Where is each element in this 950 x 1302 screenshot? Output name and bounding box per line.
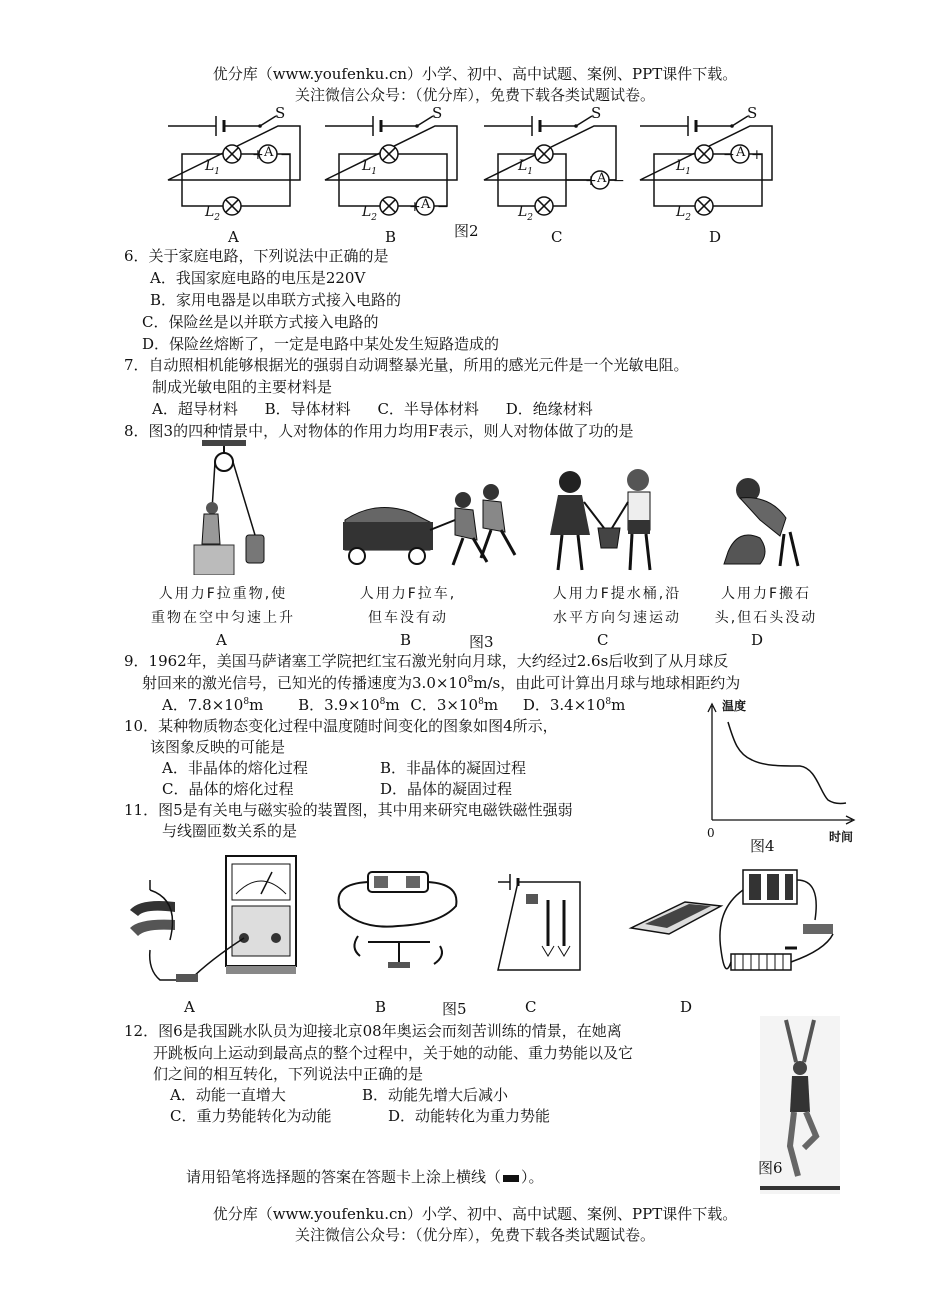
ammeter-label-a: A — [264, 145, 274, 160]
ammeter-label-d: A — [736, 145, 746, 160]
polarity-a-plus: + — [252, 147, 264, 163]
figure-3-label-a: A — [216, 631, 227, 649]
polarity-d-plus: + — [751, 147, 763, 163]
footer-line-1: 优分库（www.youfenku.cn）小学、初中、高中试题、案例、PPT课件下载。 — [212, 1205, 738, 1223]
lamp-l1-b: $L_1$ — [362, 158, 378, 177]
question-7-options — [152, 398, 593, 419]
question-12-option-b: B．动能先增大后减小 — [362, 1086, 509, 1104]
header-line-2: 关注微信公众号：（优分库），免费下载各类试题试卷。 — [294, 86, 655, 104]
figure-3-caption-b — [338, 583, 478, 627]
question-12-stem-3: 们之间的相互转化，下列说法中正确的是 — [153, 1065, 424, 1083]
figure-5-apparatus — [120, 850, 860, 1000]
circuit-c — [484, 116, 616, 215]
figure-4-title: 图4 — [750, 837, 775, 855]
question-10-option-a: A．非晶体的熔化过程 — [162, 759, 308, 777]
question-9-option-d: D．$3.4\times 10^8m$ — [522, 696, 626, 714]
switch-label-a: S — [275, 104, 286, 122]
question-12-option-d: D．动能转化为重力势能 — [388, 1107, 551, 1125]
figure-5-label-c: C — [525, 998, 537, 1016]
figure-2-title: 图2 — [454, 222, 479, 240]
question-11-stem: 11．图5是有关电与磁实验的装置图，其中用来研究电磁铁磁性强弱 — [124, 801, 573, 819]
figure-3-title: 图3 — [469, 633, 494, 651]
question-9-option-a: A．$7.8\times 10^8m$ — [162, 696, 264, 714]
switch-label-b: S — [432, 104, 443, 122]
question-7-option-c: C．半导体材料 — [377, 400, 479, 418]
scene-d-stone — [724, 478, 798, 566]
question-7-option-a: A．超导材料 — [152, 400, 238, 418]
apparatus-b — [339, 872, 457, 968]
question-9-stem-2: 射回来的激光信号，已知光的传播速度为$3.0\times 10^8m/s$，由此可计算出月球与地球相距约为 — [142, 674, 741, 692]
question-10-option-b: B．非晶体的凝固过程 — [380, 759, 527, 777]
apparatus-a — [130, 856, 296, 982]
answer-mark-icon — [503, 1175, 519, 1182]
switch-label-d: S — [747, 104, 758, 122]
question-12-stem-2: 开跳板向上运动到最高点的整个过程中，关于她的动能、重力势能以及它 — [153, 1044, 634, 1062]
question-6-stem: 6．关于家庭电路，下列说法中正确的是 — [124, 247, 389, 265]
figure-3-label-b: B — [400, 631, 412, 649]
figure-3-label-d: D — [751, 631, 764, 649]
question-7-option-d: D．绝缘材料 — [505, 400, 593, 418]
question-6-option-b: B．家用电器是以串联方式接入电路的 — [150, 291, 402, 309]
question-10-option-c: C．晶体的熔化过程 — [162, 780, 294, 798]
figure-3-caption-d — [704, 583, 828, 627]
ammeter-label-c: A — [597, 171, 607, 186]
question-6-option-a: A．我国家庭电路的电压是220V — [150, 269, 366, 287]
question-6-option-d: D．保险丝熔断了，一定是电路中某处发生短路造成的 — [142, 335, 500, 353]
question-10-stem-2: 该图象反映的可能是 — [150, 738, 286, 756]
figure-6-title: 图6 — [758, 1159, 783, 1177]
question-10-option-d: D．晶体的凝固过程 — [380, 780, 513, 798]
figure-3-caption-b-line-2: 但车没有动 — [368, 610, 448, 626]
figure-3-caption-a — [138, 583, 308, 627]
figure-2-label-a: A — [228, 228, 239, 246]
figure-4-xlabel: 时间 — [829, 830, 854, 844]
scene-c-bucket — [550, 469, 650, 570]
figure-3-caption-c-line-2: 水平方向匀速运动 — [553, 610, 681, 626]
question-8-stem: 8．图3的四种情景中，人对物体的作用力均用F表示，则人对物体做了功的是 — [124, 422, 634, 440]
question-10-stem: 10．某种物质物态变化过程中温度随时间变化的图象如图4所示， — [124, 717, 558, 735]
figure-2-label-b: B — [385, 228, 397, 246]
figure-3-caption-d-line-2: 头,但石头没动 — [714, 610, 818, 626]
figure-5-label-b: B — [375, 998, 387, 1016]
figure-5-title: 图5 — [442, 1000, 467, 1018]
instruction-pre: 请用铅笔将选择题的答案在答题卡上涂上横线（ — [186, 1168, 502, 1186]
header-line-1: 优分库（www.youfenku.cn）小学、初中、高中试题、案例、PPT课件下载。 — [212, 65, 738, 83]
lamp-l2-c: $L_2$ — [518, 204, 534, 223]
polarity-b-plus: + — [409, 199, 421, 215]
figure-2-label-c: C — [551, 228, 563, 246]
figure-3-caption-b-line-1: 人用力F拉车, — [359, 586, 457, 602]
lamp-l1-a: $L_1$ — [205, 158, 221, 177]
figure-4-ylabel: 温度 — [722, 699, 747, 713]
polarity-b-minus: − — [437, 199, 449, 215]
polarity-c-plus: + — [585, 173, 597, 189]
instruction-post: ）。 — [521, 1168, 544, 1186]
figure-4-origin: 0 — [707, 826, 715, 840]
lamp-l1-d: $L_1$ — [676, 158, 692, 177]
figure-5-label-d: D — [680, 998, 693, 1016]
question-12-option-a: A．动能一直增大 — [170, 1086, 286, 1104]
figure-3-caption-a-line-2: 重物在空中匀速上升 — [151, 610, 295, 626]
ammeter-label-b: A — [421, 197, 431, 212]
question-7-stem-2: 制成光敏电阻的主要材料是 — [152, 378, 333, 396]
question-9-stem: 9．1962年，美国马萨诸塞工学院把红宝石激光射向月球，大约经过2.6s后收到了从月球反 — [124, 652, 729, 670]
apparatus-d — [631, 870, 833, 970]
question-9-option-c: C．$3\times 10^8m$ — [410, 696, 499, 714]
circuit-d — [640, 116, 772, 215]
question-6-option-c: C．保险丝是以并联方式接入电路的 — [142, 313, 379, 331]
question-9-option-b: B．$3.9\times 10^8m$ — [298, 696, 400, 714]
scene-b-cart — [343, 484, 515, 565]
circuit-a — [168, 116, 300, 215]
footer-line-2: 关注微信公众号：（优分库），免费下载各类试题试卷。 — [294, 1226, 655, 1244]
question-7-stem: 7．自动照相机能够根据光的强弱自动调整暴光量，所用的感光元件是一个光敏电阻。 — [124, 356, 689, 374]
figure-5-label-a: A — [184, 998, 195, 1016]
question-11-stem-2: 与线圈匝数关系的是 — [162, 822, 298, 840]
question-12-stem: 12．图6是我国跳水队员为迎接北京08年奥运会而刻苦训练的情景，在她离 — [124, 1022, 622, 1040]
figure-3-caption-c — [532, 583, 702, 627]
polarity-d-minus: − — [723, 147, 735, 163]
lamp-l1-c: $L_1$ — [518, 158, 534, 177]
figure-3-label-c: C — [597, 631, 609, 649]
switch-label-c: S — [591, 104, 602, 122]
figure-3-scenes — [190, 440, 810, 575]
scene-a-pulley — [194, 440, 264, 575]
question-9-options — [162, 694, 625, 715]
polarity-a-minus: − — [280, 147, 292, 163]
lamp-l2-b: $L_2$ — [362, 204, 378, 223]
question-12-option-c: C．重力势能转化为动能 — [170, 1107, 332, 1125]
figure-3-caption-c-line-1: 人用力F提水桶,沿 — [552, 586, 682, 602]
polarity-c-minus: − — [613, 173, 625, 189]
figure-3-caption-d-line-1: 人用力F搬石 — [720, 586, 812, 602]
lamp-l2-d: $L_2$ — [676, 204, 692, 223]
question-7-option-b: B．导体材料 — [264, 400, 351, 418]
apparatus-c — [498, 874, 580, 970]
figure-2-label-d: D — [709, 228, 722, 246]
figure-3-caption-a-line-1: 人用力F拉重物,使 — [158, 586, 288, 602]
lamp-l2-a: $L_2$ — [205, 204, 221, 223]
temperature-curve — [728, 722, 846, 804]
answer-instruction — [186, 1166, 544, 1187]
